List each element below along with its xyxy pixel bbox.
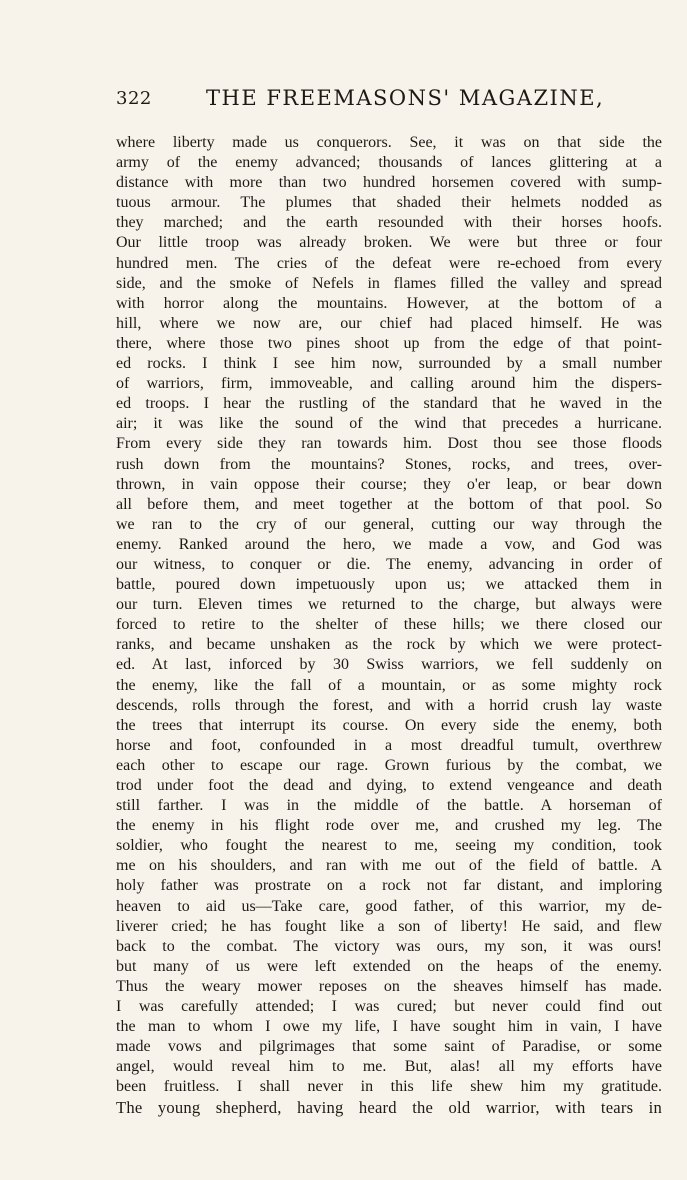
text-line: forced to retire to the shelter of these hills; we there closed our [116,616,662,634]
text-line: distance with more than two hundred horsemen covered with sump- [116,174,662,192]
text-line: all before them, and meet together at the bottom of that pool. So [116,495,662,513]
text-line: but many of us were left extended on the heaps of the enemy. [116,957,662,975]
text-line: they marched; and the earth resounded with their horses hoofs. [116,214,662,232]
text-line: tuous armour. The plumes that shaded their helmets nodded as [116,194,662,212]
text-line: ed troops. I hear the rustling of the standard that he waved in the [116,395,662,413]
text-line: the enemy in his flight rode over me, and crushed my leg. The [116,817,662,835]
text-line: From every side they ran towards him. Dost thou see those floods [116,435,662,453]
text-line: the enemy, like the fall of a mountain, or as some mighty rock [116,676,662,694]
text-line: thrown, in vain oppose their course; they o'er leap, or bear down [116,475,662,493]
text-line: side, and the smoke of Nefels in flames filled the valley and spread [116,274,662,292]
running-head [116,88,662,118]
text-line: the man to whom I owe my life, I have sought him in vain, I have [116,1018,662,1036]
text-line: trod under foot the dead and dying, to extend vengeance and death [116,777,662,794]
text-line: ed. At last, inforced by 30 Swiss warriors, we fell suddenly on [116,656,662,674]
text-line: descends, rolls through the forest, and with a horrid crush lay waste [116,696,662,714]
text-line: soldier, who fought the nearest to me, seeing my condition, took [116,837,662,855]
text-line: ed rocks. I think I see him now, surrounded by a small number [116,355,662,373]
text-line: hundred men. The cries of the defeat were re-echoed from every [116,254,662,272]
text-line: horse and foot, confounded in a most dreadful tumult, overthrew [116,736,662,754]
text-line: the trees that interrupt its course. On every side the enemy, both [116,716,662,734]
magazine-title: THE FREEMASONS' MAGAZINE, [206,86,605,110]
body-text [116,133,662,1118]
text-line: enemy. Ranked around the hero, we made a vow, and God was [116,535,662,553]
text-line: rush down from the mountains? Stones, rocks, and trees, over- [116,455,662,473]
text-line: me on his shoulders, and ran with me out of the field of battle. A [116,857,662,875]
text-line: our turn. Eleven times we returned to the charge, but always were [116,596,662,614]
text-line: Our little troop was already broken. We were but three or four [116,234,662,252]
text-line: I was carefully attended; I was cured; but never could find out [116,998,662,1016]
text-line: each other to escape our rage. Grown furious by the combat, we [116,756,662,774]
text-line: made vows and pilgrimages that some saint of Paradise, or some [116,1038,662,1056]
text-line: we ran to the cry of our general, cutting our way through the [116,515,662,533]
text-line: air; it was like the sound of the wind that precedes a hurricane. [116,415,662,433]
text-line: heaven to aid us—Take care, good father, of this warrior, my de- [116,897,662,915]
text-line: still farther. I was in the middle of the battle. A horseman of [116,797,662,815]
text-line: ranks, and became unshaken as the rock by which we were protect- [116,636,662,654]
text-line: with horror along the mountains. However, at the bottom of a [116,294,662,312]
text-line: back to the combat. The victory was ours, my son, it was ours! [116,937,662,955]
text-line: The young shepherd, having heard the old warrior, with tears in [116,1097,662,1117]
page-number: 322 [116,88,152,109]
text-line: of warriors, firm, immoveable, and calling around him the dispers- [116,375,662,393]
text-line: liverer cried; he has fought like a son of liberty! He said, and flew [116,917,662,935]
text-line: battle, poured down impetuously upon us; we attacked them in [116,576,662,594]
text-line: our witness, to conquer or die. The enemy, advancing in order of [116,555,662,573]
text-line: been fruitless. I shall never in this life shew him my gratitude. [116,1078,662,1096]
text-line: hill, where we now are, our chief had placed himself. He was [116,314,662,332]
text-line: there, where those two pines shoot up from the edge of that point- [116,334,662,352]
text-line: Thus the weary mower reposes on the sheaves himself has made. [116,977,662,995]
text-line: army of the enemy advanced; thousands of lances glittering at a [116,154,662,172]
text-line: holy father was prostrate on a rock not far distant, and imploring [116,877,662,895]
text-line: where liberty made us conquerors. See, it was on that side the [116,134,662,151]
text-line: angel, would reveal him to me. But, alas! all my efforts have [116,1058,662,1076]
